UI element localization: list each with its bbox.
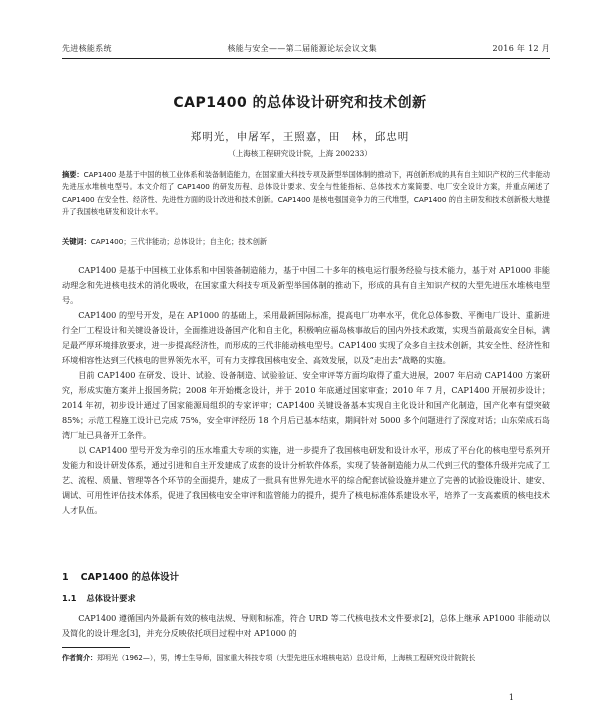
running-header — [62, 40, 550, 59]
keywords-label: 关键词： — [62, 237, 91, 246]
section-title: CAP1400 的总体设计 — [80, 572, 180, 583]
subsection-title: 总体设计要求 — [86, 593, 136, 603]
section-number: 1 — [62, 572, 69, 583]
body-text — [62, 263, 550, 518]
footnote-text: 郑明光（1962—），男，博士生导师，国家重大科技专项（大型先进压水堆核电站）总设计师，上海核工程研究设计院院长 — [97, 654, 476, 662]
issue-date: 2016 年 12 月 — [492, 44, 550, 53]
keywords-text: CAP1400；三代非能动；总体设计；自主化；技术创新 — [90, 237, 268, 246]
author-list: 郑明光，申屠军，王照嘉，田 林，邱忠明 — [190, 131, 410, 143]
conference-name: 核能与安全——第二届能源论坛会议文集 — [227, 44, 377, 53]
subsection-heading — [62, 593, 136, 604]
body-paragraph: CAP1400 的型号开发，是在 AP1000 的基础上，采用最新国际标准，提高电厂功率水平，优化总体参数、平衡电厂设计、重新进行全厂工程设计和关键设备设计，全面推进设备国产化和自主化，积极响应福岛核事故后的国内外技术政策，实现当前最高安全目标，满足最严厚环境排放要求，进一步提高经济性，而形成的三代非能动核电型号。CAP1400 实现了众多自主技术创新，其安全性、经济性和环境相容性达到三代核电的世界领先水平，可有力支撑我国核电安全、高效发展，以及“走出去”战略的实施。 — [62, 310, 550, 365]
author-footnote — [62, 652, 550, 664]
subsection-number: 1.1 — [62, 593, 77, 603]
abstract-text: CAP1400 是基于中国的核工业体系和装备制造能力，在国家重大科技专项及新型举国体制的推动下，再创新形成的具有自主知识产权的三代非能动先进压水堆核电型号。本文介绍了 CAP1400 的研发历程、总体设计要求、安全与性能指标、总体技术方案简要、电厂安全设计方案，并重点阐述了 CAP1400 在安全性、经济性、先进性方面的设计改进和技术创新。CAP1400 是核电强国竞争力的三代堆型，CAP1400 的自主研发和技术创新极大地提升了我国核电研发和设计水平。 — [62, 170, 550, 217]
section-heading — [62, 569, 179, 583]
footnote-divider — [62, 647, 130, 648]
body-paragraph: CAP1400 是基于中国核工业体系和中国装备制造能力，基于中国二十多年的核电运行服务经验与技术能力，基于对 AP1000 非能动理念和先进核电技术的消化吸收，在国家重大科技专项及新型举国体制的推动下，形成的具有自主知识产权的大型先进压水堆核电型号。 — [62, 265, 550, 305]
abstract-label: 摘要： — [62, 170, 84, 179]
page-number: 1 — [508, 693, 514, 702]
abstract — [62, 169, 550, 219]
affiliation: （上海核工程研究设计院，上海 200233） — [228, 149, 372, 158]
paper-title: CAP1400 的总体设计研究和技术创新 — [173, 95, 427, 111]
body-paragraph: 以 CAP1400 型号开发为牵引的压水堆重大专项的实施，进一步提升了我国核电研发和设计水平，形成了平台化的核电型号系列开发能力和设计研发体系，通过引进和自主开发建成了成套的设计分析软件体系，实现了装备制造能力从二代到三代的整体升级并完成了工艺、流程、质量、管理等各个环节的全面提升，建成了一批具有世界先进水平的综合配套试验设施并建立了完善的试验设施设计、建安、调试、可用性评估技术体系，促进了我国核电安全审评和监管能力的提升，提升了核电标准体系建设水平，培养了一支高素质的核电技术人才队伍。 — [62, 445, 550, 515]
footnote-label: 作者简介： — [62, 654, 97, 662]
body-paragraph: CAP1400 遵循国内外最新有效的核电法规、导则和标准，符合 URD 等二代核电技术文件要求[2]，总体上继承 AP1000 非能动以及简化的设计理念[3]，并充分反映依托项目过程中对 AP1000 的 — [62, 613, 550, 638]
keywords — [62, 236, 550, 248]
body-paragraph: 目前 CAP1400 在研发、设计、试验、设备制造、试验验证、安全审评等方面均取得了重大进展，2007 年启动 CAP1400 方案研究，形成实施方案并上报国务院；2008 年开始概念设计，并于 2010 年底通过国家审查；2010 年 7 月，CAP1400 开展初步设计；2014 年初，初步设计通过了国家能源局组织的专家评审；CAP1400 关键设备基本实现自主化设计和国产化制造，国产化率有望突破 85%；示范工程施工设计已完成 75%，安全审评经历 18 个月后已基本结束，期间针对 5000 多个问题进行了深度对话；山东荣成石岛湾厂址已具备开工条件。 — [62, 370, 550, 440]
journal-name: 先进核能系统 — [62, 44, 112, 53]
